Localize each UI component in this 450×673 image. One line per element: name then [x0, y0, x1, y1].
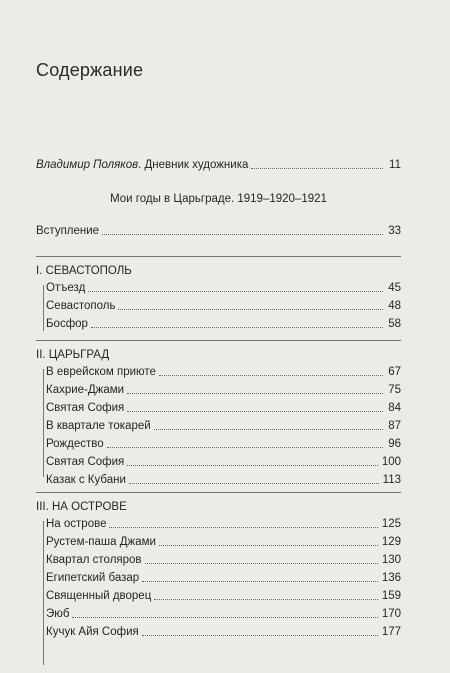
toc-page-number: 75: [388, 384, 401, 396]
toc-entry-label: Кахрие-Джами: [46, 384, 125, 396]
dot-leader: [251, 168, 383, 169]
dot-leader: [142, 635, 378, 636]
toc-page-number: 130: [381, 554, 401, 566]
toc-page-number: 45: [388, 282, 401, 294]
toc-page-number: 159: [381, 590, 401, 602]
toc-entry-label: Квартал столяров: [46, 554, 142, 566]
section-heading: II. ЦАРЬГРАД: [36, 349, 110, 361]
toc-entry-label: Отъезд: [46, 282, 86, 294]
dot-leader: [102, 234, 383, 235]
section-bracket-line: [43, 521, 44, 665]
page-title: Содержание: [36, 60, 144, 80]
toc-page-number: 87: [388, 420, 401, 432]
section-heading: III. НА ОСТРОВЕ: [36, 501, 127, 513]
toc-entry[interactable]: [46, 279, 401, 295]
book-title: Мои годы в Царьграде. 1919–1920–1921: [110, 193, 327, 205]
toc-entry[interactable]: [46, 453, 401, 469]
dot-leader: [118, 309, 383, 310]
toc-page-number: 33: [388, 225, 401, 237]
toc-entry-label: В еврейском приюте: [46, 366, 156, 378]
toc-page-number: 96: [388, 438, 401, 450]
toc-entry[interactable]: [46, 417, 401, 433]
toc-page-number: 113: [382, 474, 401, 486]
dot-leader: [159, 375, 383, 376]
toc-entry-intro[interactable]: [36, 156, 401, 172]
toc-entry-label: Священный дворец: [46, 590, 152, 602]
dot-leader: [127, 465, 378, 466]
toc-entry-label: Святая София: [46, 402, 125, 414]
toc-entry-label: Вступление: [36, 225, 100, 237]
toc-entry[interactable]: [46, 399, 401, 415]
dot-leader: [91, 327, 383, 328]
toc-entry-label: Босфор: [46, 318, 88, 330]
toc-entry-label: Владимир Поляков. Дневник художника: [36, 159, 249, 171]
toc-entry-label: Святая София: [46, 456, 125, 468]
toc-entry-label: Кучук Айя София: [46, 626, 139, 638]
section-heading: I. СЕВАСТОПОЛЬ: [36, 265, 132, 277]
toc-entry-label: В квартале токарей: [46, 420, 151, 432]
toc-entry[interactable]: [46, 363, 401, 379]
toc-entry[interactable]: [46, 569, 401, 585]
toc-page-number: 177: [381, 626, 401, 638]
section-divider: [36, 492, 401, 493]
toc-entry[interactable]: [46, 551, 401, 567]
dot-leader: [129, 483, 379, 484]
dot-leader: [127, 411, 383, 412]
toc-page-number: 11: [389, 159, 401, 171]
dot-leader: [72, 617, 377, 618]
toc-entry-label: Казак с Кубани: [46, 474, 126, 486]
section-bracket-line: [43, 369, 44, 477]
toc-entry[interactable]: [46, 605, 401, 621]
toc-page-number: 125: [381, 518, 401, 530]
toc-entry[interactable]: [46, 515, 401, 531]
toc-entry[interactable]: [46, 315, 401, 331]
section-divider: [36, 340, 401, 341]
dot-leader: [107, 447, 383, 448]
toc-entry-label: Египетский базар: [46, 572, 140, 584]
toc-page-number: 136: [381, 572, 401, 584]
dot-leader: [109, 527, 377, 528]
toc-entry-label: Севастополь: [46, 300, 116, 312]
section-bracket-line: [43, 285, 44, 331]
toc-page-number: 48: [388, 300, 401, 312]
toc-page-number: 100: [381, 456, 401, 468]
toc-entry[interactable]: [46, 381, 401, 397]
toc-entry-preface[interactable]: [36, 222, 401, 238]
dot-leader: [154, 429, 383, 430]
toc-entry[interactable]: [46, 533, 401, 549]
toc-page-number: 170: [381, 608, 401, 620]
toc-page-number: 129: [381, 536, 401, 548]
toc-entry-label: Рождество: [46, 438, 104, 450]
toc-entry-label: Рустем-паша Джами: [46, 536, 156, 548]
toc-entry[interactable]: [46, 435, 401, 451]
dot-leader: [142, 581, 378, 582]
section-divider: [36, 256, 401, 257]
dot-leader: [145, 563, 378, 564]
toc-page-number: 84: [388, 402, 401, 414]
dot-leader: [154, 599, 378, 600]
toc-entry-label: На острове: [46, 518, 107, 530]
dot-leader: [88, 291, 383, 292]
dot-leader: [159, 545, 378, 546]
toc-entry[interactable]: [46, 587, 401, 603]
toc-entry-label: Эюб: [46, 608, 70, 620]
toc-entry[interactable]: [46, 623, 401, 639]
dot-leader: [127, 393, 383, 394]
toc-entry[interactable]: [46, 297, 401, 313]
author-name: Владимир Поляков: [36, 159, 139, 171]
toc-page-number: 58: [388, 318, 401, 330]
toc-page-number: 67: [388, 366, 401, 378]
toc-entry[interactable]: [46, 471, 401, 487]
